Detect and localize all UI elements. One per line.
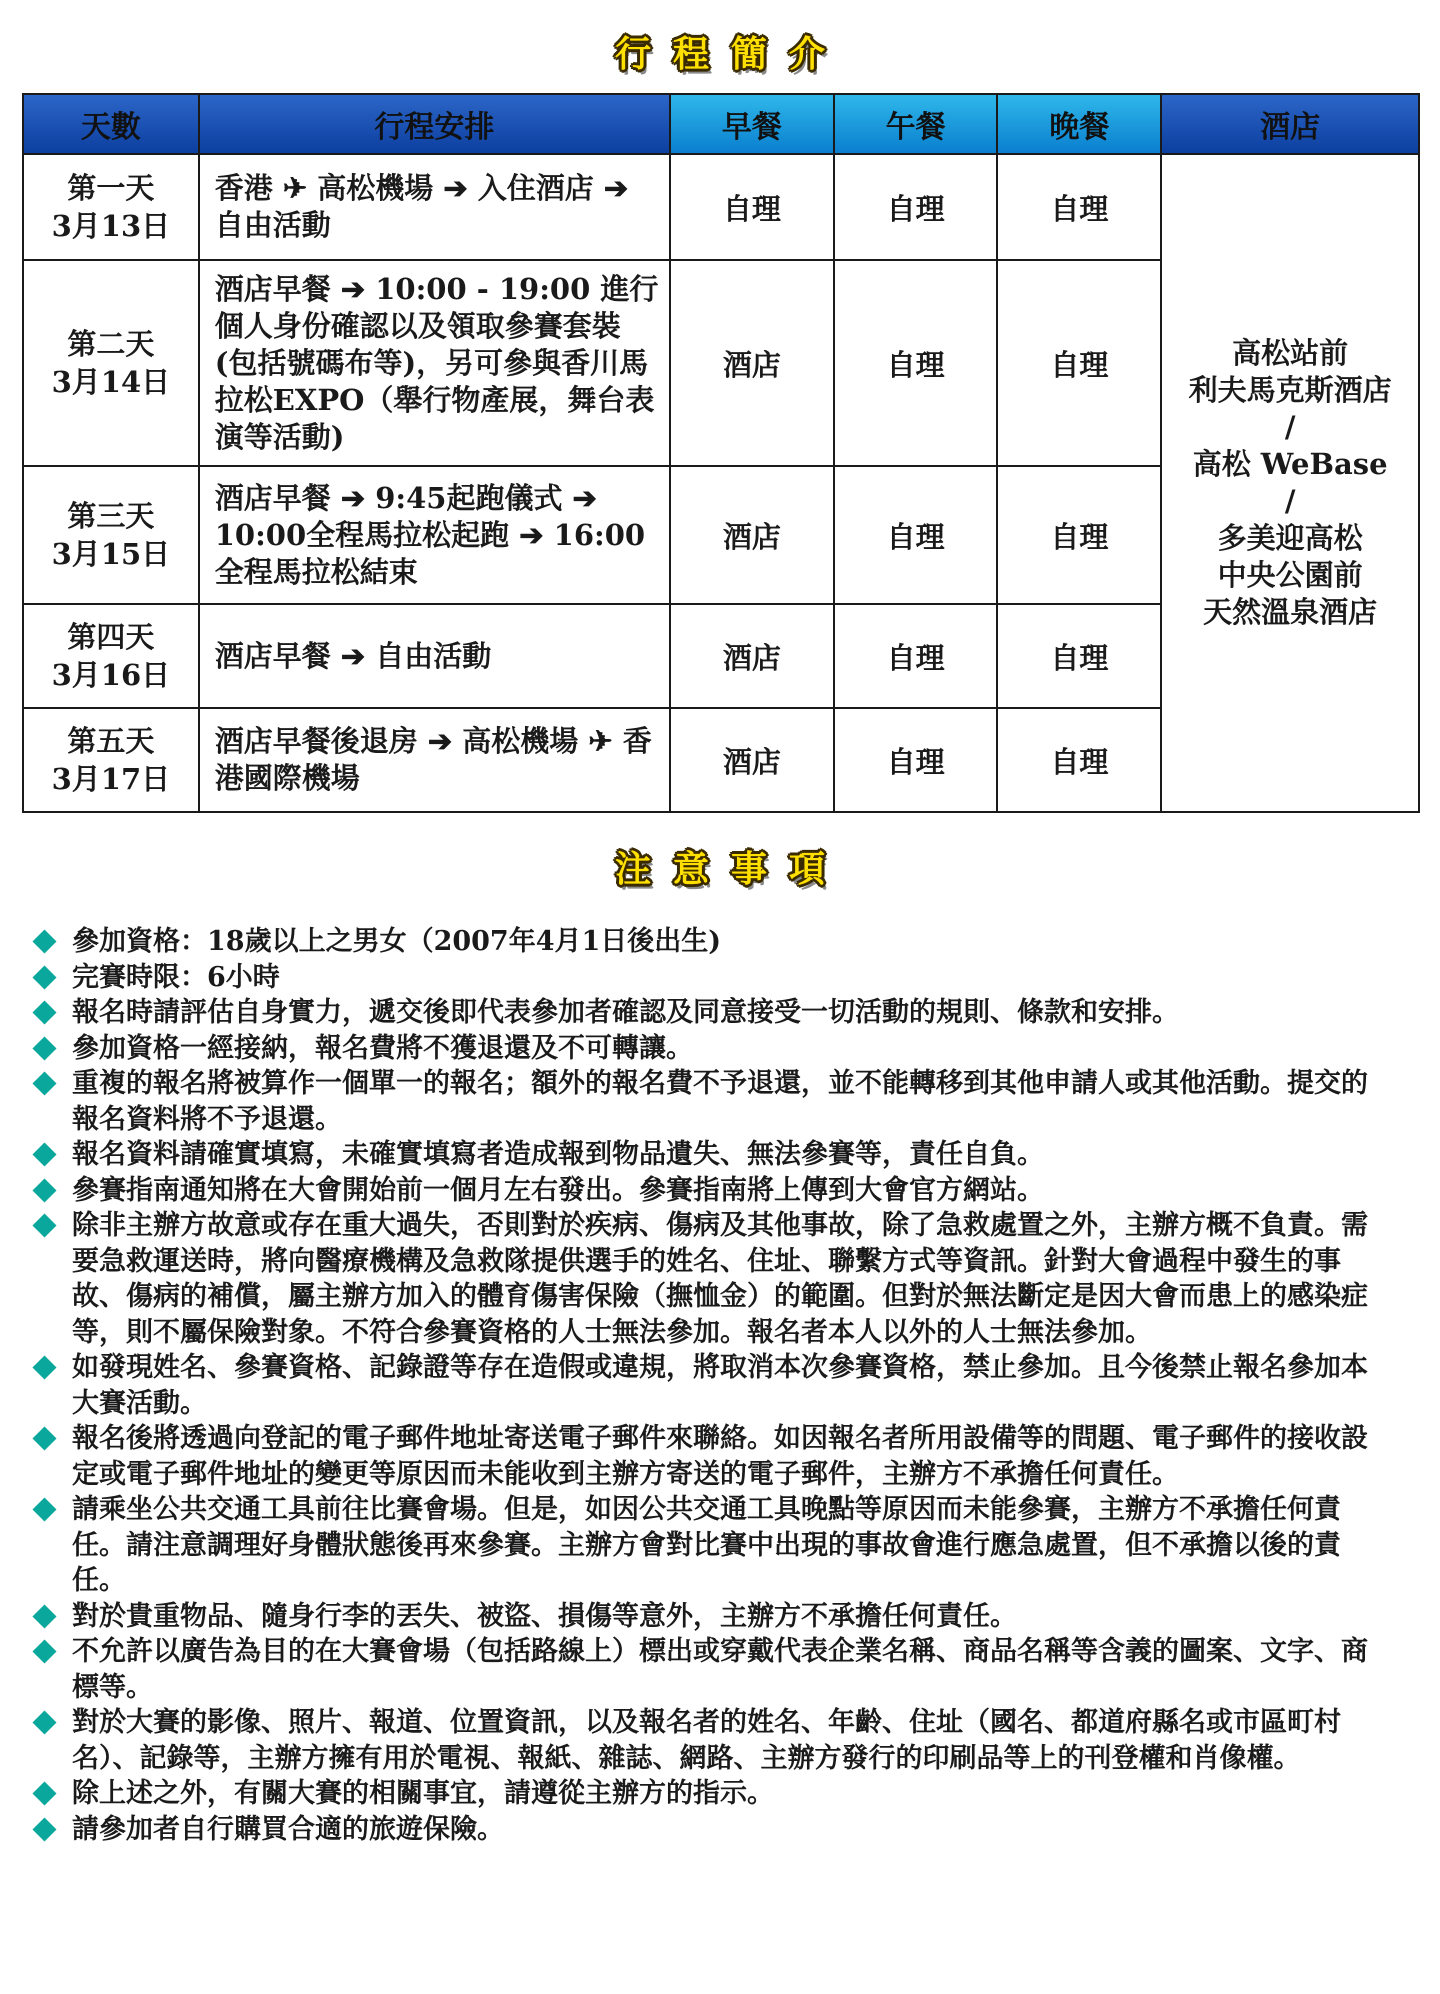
hotel-line: 利夫馬克斯酒店 (1188, 373, 1392, 407)
header-hotel: 酒店 (1161, 94, 1419, 154)
day-cell (23, 154, 199, 260)
note-text: 報名資料請確實填寫，未確實填寫者造成報到物品遺失、無法參賽等，責任自負。 (72, 1139, 1044, 1170)
diamond-bullet-icon (32, 929, 56, 953)
note-text: 對於貴重物品、隨身行李的丟失、被盜、損傷等意外，主辦方不承擔任何責任。 (72, 1600, 1017, 1632)
day-cell (23, 466, 199, 604)
notes-title (0, 845, 1440, 895)
dinner-cell: 自理 (997, 466, 1161, 604)
notes-title-char: 項 (788, 849, 825, 890)
list-item (0, 1634, 1440, 1705)
note-text: 報名後將透過向登記的電子郵件地址寄送電子郵件來聯絡。如因報名者所用設備等的問題、電子郵件的接收設定或電子郵件地址的變更等原因而未能收到主辦方寄送的電子郵件，主辦方不承擔任何責任。 (72, 1423, 1368, 1490)
notes-title-badge (607, 845, 833, 895)
dinner-cell: 自理 (997, 708, 1161, 812)
diamond-bullet-icon (32, 1710, 56, 1734)
list-item (0, 1599, 1440, 1635)
schedule-cell: 酒店早餐後退房 ➔ 高松機場 ✈ 香港國際機場 (199, 708, 670, 812)
header-breakfast: 早餐 (670, 94, 834, 154)
day-cell (23, 260, 199, 466)
list-item (0, 995, 1440, 1031)
itinerary-title-char: 程 (672, 34, 709, 75)
header-lunch: 午餐 (834, 94, 998, 154)
note-text: 請參加者自行購買合適的旅遊保險。 (72, 1813, 504, 1845)
itinerary-table (22, 93, 1420, 813)
list-item (0, 960, 1440, 996)
list-item (0, 1421, 1440, 1492)
itinerary-title-char: 介 (788, 34, 825, 75)
note-text: 除非主辦方故意或存在重大過失，否則對於疾病、傷病及其他事故，除了急救處置之外，主辦方概不負責。需要急救運送時，將向醫療機構及急救隊提供選手的姓名、住址、聯繫方式等資訊。針對大會過程中發生的事故、傷病的補償，屬主辦方加入的體育傷害保險（撫恤金）的範圍。但對於無法斷定是因大會而患上的感染症等，則不屬保險對象。不符合參賽資格的人士無法參加。報名者本人以外的人士無法參加。 (72, 1210, 1368, 1348)
note-text: 報名時請評估自身實力，遞交後即代表參加者確認及同意接受一切活動的規則、條款和安排。 (72, 997, 1179, 1028)
note-text: 參加資格：18歲以上之男女（2007年4月1日後出生) (72, 926, 722, 957)
note-text: 重複的報名將被算作一個單一的報名；額外的報名費不予退還，並不能轉移到其他申請人或其他活動。提交的報名資料將不予退還。 (72, 1068, 1368, 1135)
hotel-line: 高松站前 (1232, 336, 1349, 370)
note-text: 請乘坐公共交通工具前往比賽會場。但是，如因公共交通工具晚點等原因而未能參賽，主辦方不承擔任何責任。請注意調理好身體狀態後再來參賽。主辦方會對比賽中出現的事故會進行應急處置，但不承擔以後的責任。 (72, 1494, 1341, 1596)
lunch-cell: 自理 (834, 154, 998, 260)
day-cell (23, 604, 199, 708)
diamond-bullet-icon (32, 1781, 56, 1805)
breakfast-cell: 酒店 (670, 466, 834, 604)
diamond-bullet-icon (32, 1000, 56, 1024)
hotel-cell (1161, 154, 1419, 812)
list-item (0, 1173, 1440, 1209)
day-cell (23, 708, 199, 812)
list-item (0, 1776, 1440, 1812)
lunch-cell: 自理 (834, 708, 998, 812)
diamond-bullet-icon (32, 1036, 56, 1060)
diamond-bullet-icon (32, 1071, 56, 1095)
day-label: 第二天 (67, 327, 155, 361)
dinner-cell: 自理 (997, 604, 1161, 708)
diamond-bullet-icon (32, 1355, 56, 1379)
itinerary-title-char: 簡 (730, 34, 767, 75)
day-date: 3月15日 (51, 537, 171, 571)
schedule-cell: 酒店早餐 ➔ 自由活動 (199, 604, 670, 708)
lunch-cell: 自理 (834, 604, 998, 708)
notes-title-char: 注 (614, 849, 651, 890)
notes-list (0, 924, 1440, 1847)
dinner-cell: 自理 (997, 154, 1161, 260)
note-text: 參加資格一經接納，報名費將不獲退還及不可轉讓。 (72, 1032, 693, 1064)
hotel-separator: / (1284, 484, 1296, 518)
itinerary-title-char: 行 (614, 34, 651, 75)
lunch-cell: 自理 (834, 466, 998, 604)
diamond-bullet-icon (32, 1639, 56, 1663)
lunch-cell: 自理 (834, 260, 998, 466)
schedule-cell: 酒店早餐 ➔ 9:45起跑儀式 ➔ 10:00全程馬拉松起跑 ➔ 16:00全程馬拉松結束 (199, 466, 670, 604)
table-row (23, 154, 1419, 260)
list-item (0, 1350, 1440, 1421)
breakfast-cell: 酒店 (670, 604, 834, 708)
list-item (0, 1492, 1440, 1599)
diamond-bullet-icon (32, 1142, 56, 1166)
itinerary-header-row (23, 94, 1419, 154)
itinerary-title-badge (607, 30, 833, 80)
hotel-separator: / (1284, 410, 1296, 444)
list-item (0, 924, 1440, 960)
day-date: 3月13日 (51, 209, 171, 243)
day-label: 第三天 (67, 499, 155, 533)
dinner-cell: 自理 (997, 260, 1161, 466)
schedule-cell: 酒店早餐 ➔ 10:00 - 19:00 進行個人身份確認以及領取參賽套裝(包括號碼布等)，另可參與香川馬拉松EXPO（舉行物產展，舞台表演等活動) (199, 260, 670, 466)
list-item (0, 1066, 1440, 1137)
schedule-cell: 香港 ✈ 高松機場 ➔ 入住酒店 ➔ 自由活動 (199, 154, 670, 260)
day-date: 3月16日 (51, 658, 171, 692)
day-date: 3月17日 (51, 762, 171, 796)
hotel-line: 中央公園前 (1217, 558, 1363, 592)
diamond-bullet-icon (32, 1497, 56, 1521)
diamond-bullet-icon (32, 1178, 56, 1202)
diamond-bullet-icon (32, 1817, 56, 1841)
breakfast-cell: 酒店 (670, 260, 834, 466)
hotel-line: 天然溫泉酒店 (1203, 595, 1378, 629)
day-label: 第一天 (67, 171, 155, 205)
diamond-bullet-icon (32, 1604, 56, 1628)
note-text: 對於大賽的影像、照片、報道、位置資訊，以及報名者的姓名、年齡、住址（國名、都道府縣名或市區町村名）、記錄等，主辦方擁有用於電視、報紙、雜誌、網路、主辦方發行的印刷品等上的刊登權和肖像權。 (72, 1707, 1341, 1774)
diamond-bullet-icon (32, 1426, 56, 1450)
list-item (0, 1812, 1440, 1848)
list-item (0, 1208, 1440, 1350)
list-item (0, 1137, 1440, 1173)
list-item (0, 1031, 1440, 1067)
header-dinner: 晚餐 (997, 94, 1161, 154)
header-schedule: 行程安排 (199, 94, 670, 154)
day-label: 第四天 (67, 620, 155, 654)
notes-title-char: 意 (672, 849, 709, 890)
note-text: 除上述之外，有關大賽的相關事宜，請遵從主辦方的指示。 (72, 1778, 774, 1809)
note-text: 參賽指南通知將在大會開始前一個月左右發出。參賽指南將上傳到大會官方網站。 (72, 1174, 1044, 1206)
day-date: 3月14日 (51, 365, 171, 399)
notes-title-char: 事 (730, 849, 767, 890)
diamond-bullet-icon (32, 965, 56, 989)
list-item (0, 1705, 1440, 1776)
breakfast-cell: 自理 (670, 154, 834, 260)
note-text: 不允許以廣告為目的在大賽會場（包括路線上）標出或穿戴代表企業名稱、商品名稱等含義的圖案、文字、商標等。 (72, 1636, 1368, 1703)
hotel-line: 高松 WeBase (1192, 447, 1388, 481)
diamond-bullet-icon (32, 1213, 56, 1237)
note-text: 完賽時限：6小時 (72, 961, 280, 993)
note-text: 如發現姓名、參賽資格、記錄證等存在造假或違規，將取消本次參賽資格，禁止參加。且今後禁止報名參加本大賽活動。 (72, 1352, 1368, 1419)
day-label: 第五天 (67, 724, 155, 758)
breakfast-cell: 酒店 (670, 708, 834, 812)
hotel-line: 多美迎高松 (1217, 521, 1363, 555)
header-days: 天數 (23, 94, 199, 154)
itinerary-title (0, 30, 1440, 80)
